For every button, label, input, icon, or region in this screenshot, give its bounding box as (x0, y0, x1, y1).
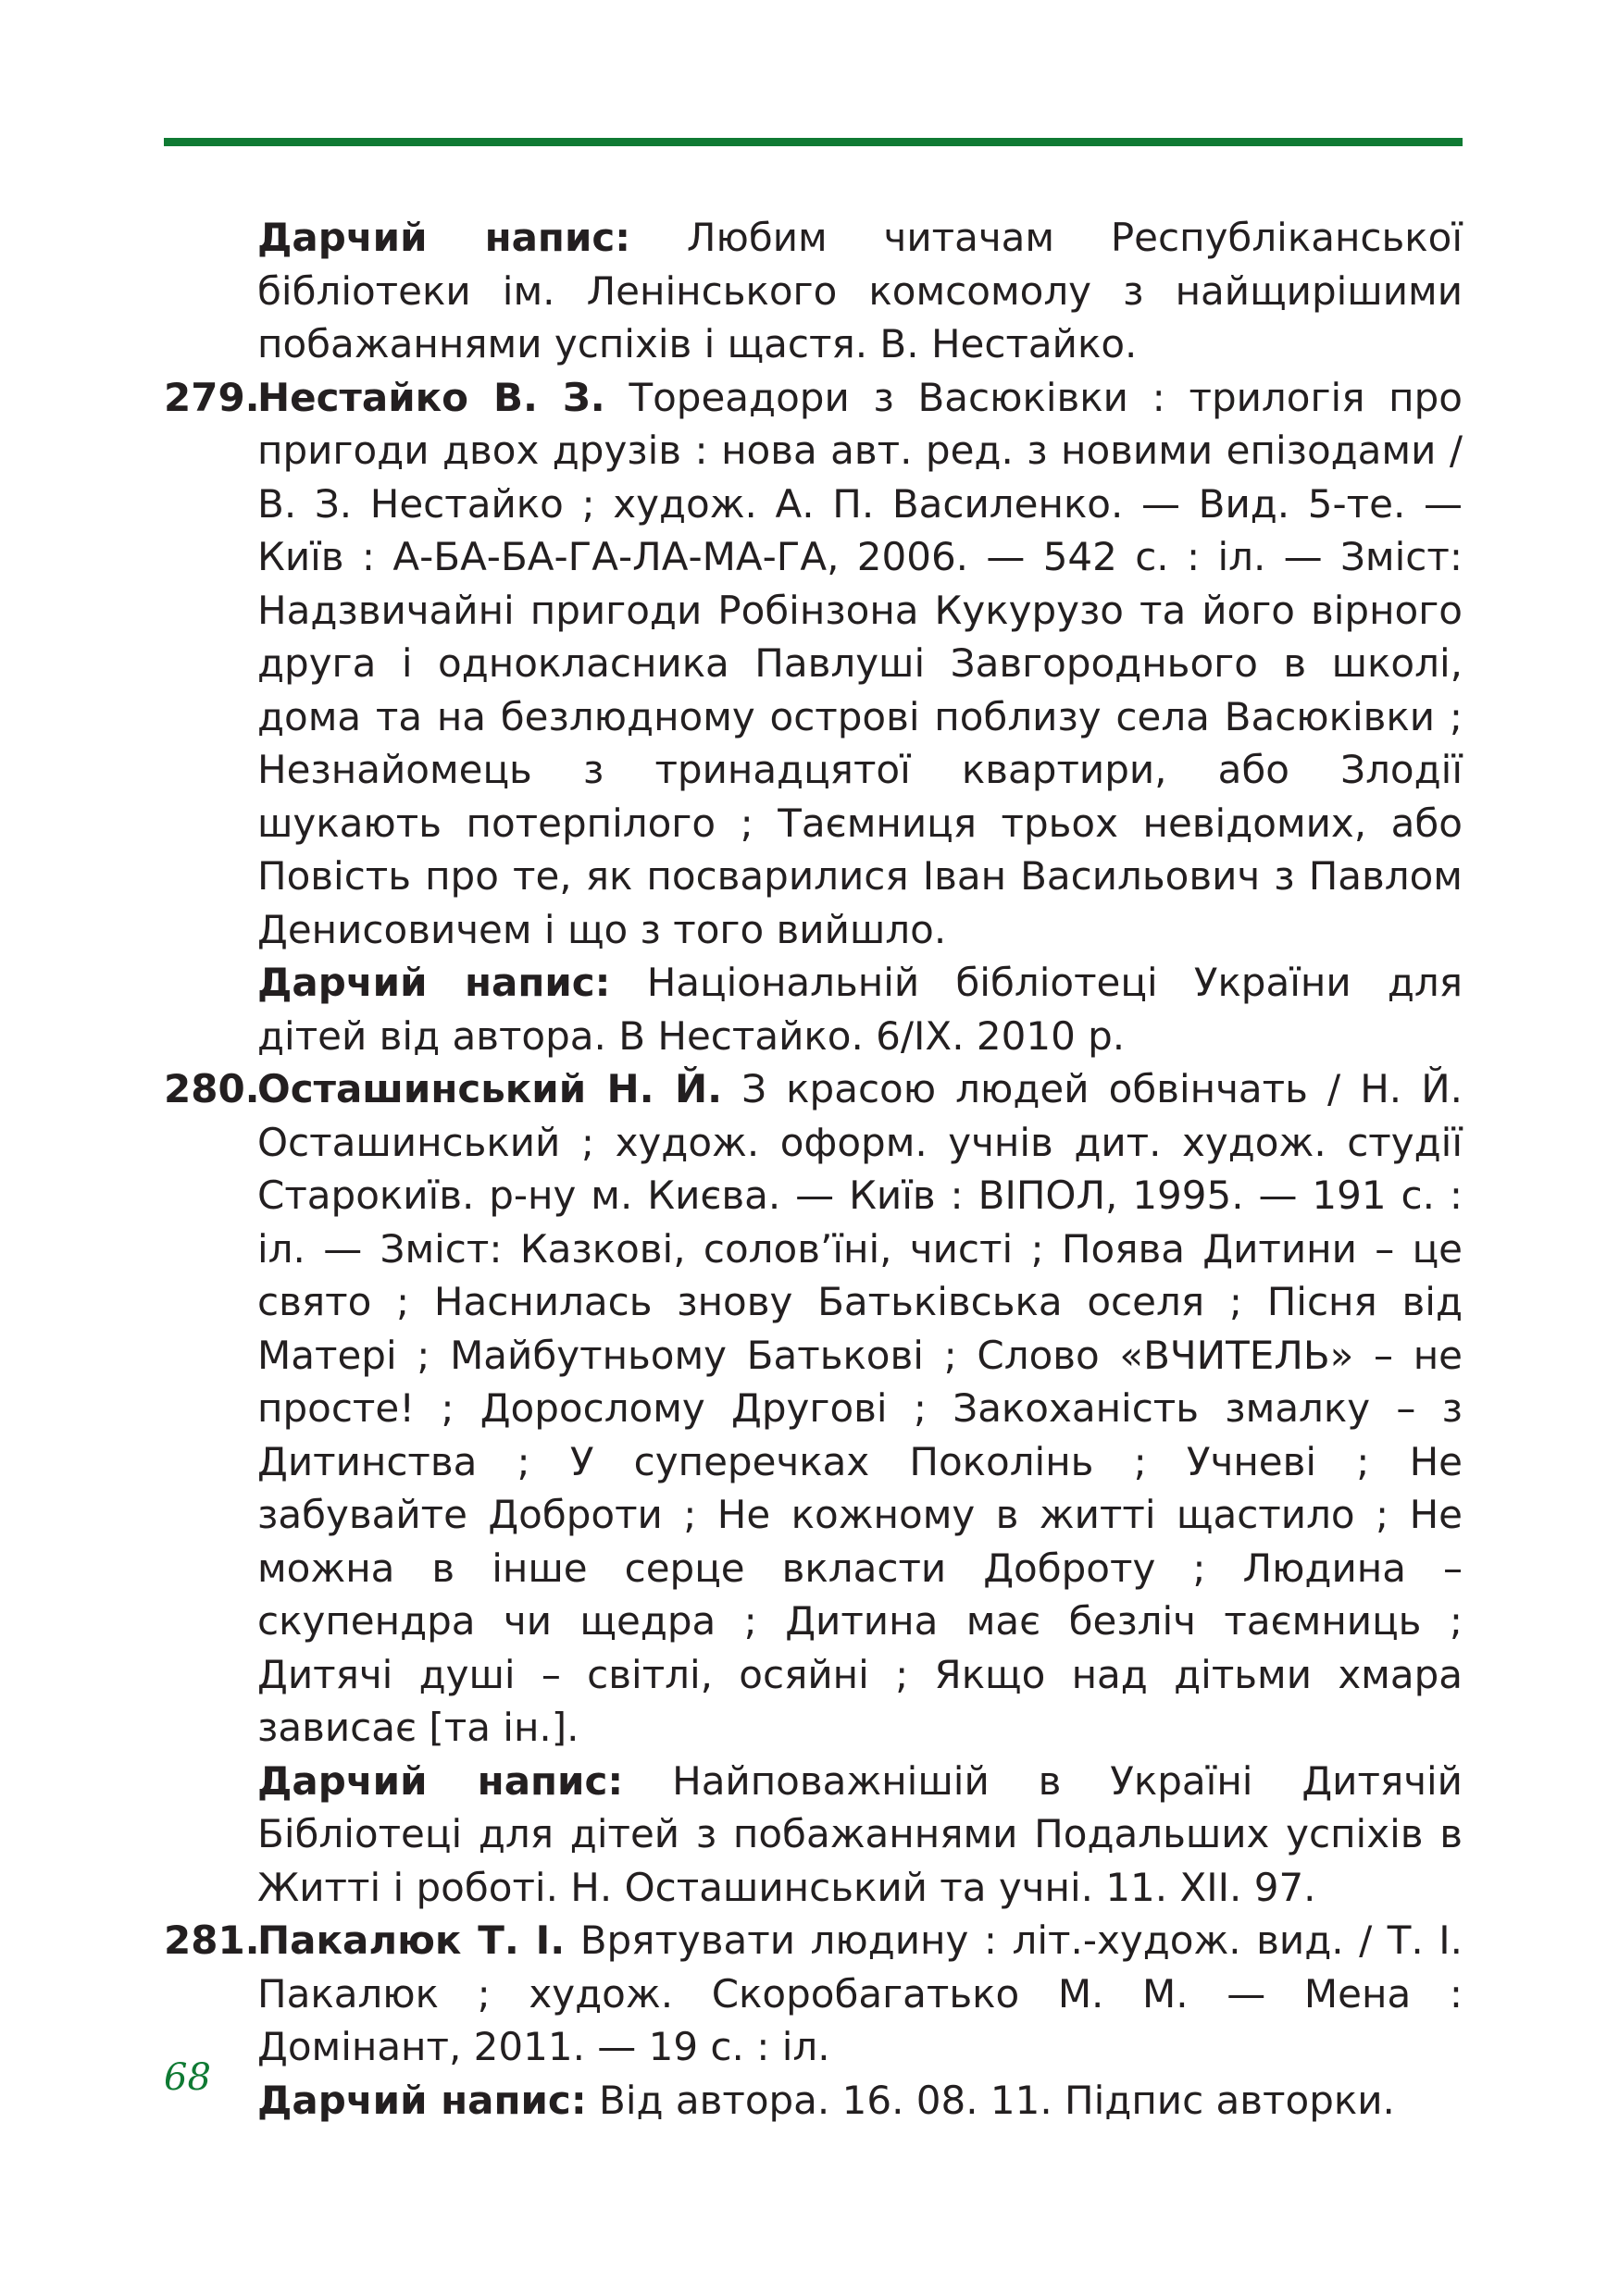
dedication-text: Від автора. 16. 08. 11. Підпис авторки. (599, 2077, 1395, 2123)
dedication-label: Дарчий напис: (257, 2077, 587, 2123)
entry-author: Нестайко В. З. (257, 374, 605, 420)
entry-description: З красою людей обвінчать / Н. Й. Осташинський ; худож. оформ. учнів дит. худож. студії Старокиїв. р-ну м. Києва. — Київ : ВІПОЛ, 1995. — 191 с. : іл. — Зміст: Казкові, солов’їні, чисті ; Поява Дитини – це свято ; Наснилась знову Батьківська оселя ; Пісня від Матері ; Майбутньому Батькові ; Слово «ВЧИТЕЛЬ» – не просте! ; Дорослому Другові ; Закоханість змалку – з Дитинства ; У суперечках Поколінь ; Учневі ; Не забувайте Доброти ; Не кожному в житті щастило ; Не можна в інше серце вкласти Доброту ; Людина – скупендра чи щедра ; Дитина має безліч таємниць ; Дитячі душі – світлі, осяйні ; Якщо над дітьми хмара зависає [та ін.]. (257, 1066, 1463, 1750)
dedication-text: Найповажнішій в Україні Дитячій Бібліотеці для дітей з побажаннями Подальших успіхів в Житті і роботі. Н. Осташинський та учні. 11. XII. 97. (257, 1757, 1463, 1910)
entry-280 (164, 1062, 1463, 1755)
dedication-label: Дарчий напис: (257, 960, 611, 1005)
entry-description: Врятувати людину : літ.-худож. вид. / Т. І. Пакалюк ; худож. Скоробагатько М. М. — Мена : Домінант, 2011. — 19 с. : іл. (257, 1917, 1463, 2069)
entry-number: 279. (164, 374, 260, 420)
entry-number: 280. (164, 1066, 260, 1111)
entry-279-dedication (164, 956, 1463, 1062)
entry-number: 281. (164, 1917, 260, 1963)
dedication-label: Дарчий напис: (257, 1757, 624, 1804)
dedication-text: Національній бібліотеці України для дітей від автора. В Нестайко. 6/IX. 2010 р. (257, 960, 1463, 1059)
entry-281-dedication (164, 2074, 1463, 2128)
header-rule (164, 138, 1463, 146)
dedication-label: Дарчий напис: (257, 215, 631, 260)
dedication-text: Любим читачам Республіканської бібліотеки ім. Ленінського комсомолу з найщирішими побажаннями успіхів і щастя. В. Нестайко. (257, 215, 1463, 366)
entry-author: Осташинський Н. Й. (257, 1066, 723, 1111)
entry-author: Пакалюк Т. І. (257, 1917, 566, 1963)
entry-description: Тореадори з Васюківки : трилогія про пригоди двох друзів : нова авт. ред. з новими епізодами / В. З. Нестайко ; худож. А. П. Василенко. — Вид. 5-те. — Київ : А-БА-БА-ГА-ЛА-МА-ГА, 2006. — 542 с. : іл. — Зміст: Надзвичайні пригоди Робінзона Кукурузо та його вірного друга і однокласника Павлуші Завгороднього в школі, дома та на безлюдному острові поблизу села Васюківки ; Незнайомець з тринадцятої квартири, або Злодії шукають потерпілого ; Таємниця трьох невідомих, або Повість про те, як посварилися Іван Васильович з Павлом Денисовичем і що з того вийшло. (257, 374, 1463, 952)
intro-dedication (164, 211, 1463, 371)
bibliography-content (164, 211, 1463, 2127)
entry-281 (164, 1914, 1463, 2074)
entry-279 (164, 371, 1463, 957)
entry-280-dedication (164, 1755, 1463, 1915)
page-number: 68 (164, 2056, 211, 2099)
